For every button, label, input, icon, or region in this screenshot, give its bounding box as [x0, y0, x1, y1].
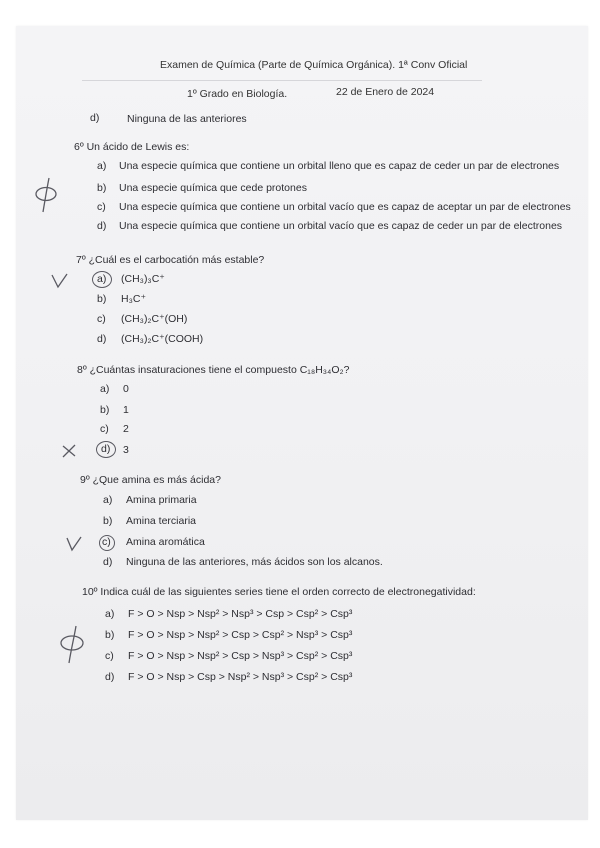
q7-option-b-text: H₃C⁺ [121, 293, 146, 305]
q9-option-a-letter: a) [103, 494, 113, 506]
q6-option-a-letter: a) [97, 160, 107, 172]
q10-option-d-letter: d) [105, 671, 115, 683]
q8-option-b-text: 1 [123, 404, 129, 416]
q7-option-a-letter: a) [97, 273, 107, 285]
q9-option-c-text: Amina aromática [126, 536, 205, 548]
q6-option-a-text: Una especie química que contiene un orbital lleno que es capaz de ceder un par de electrones [119, 160, 560, 172]
q9-option-c-letter: c) [102, 536, 111, 548]
header-divider [82, 80, 482, 81]
q6-option-b-text: Una especie química que cede protones [119, 182, 307, 194]
q9-option-d-letter: d) [103, 556, 113, 568]
q6-phi-mark-icon [32, 176, 62, 214]
course-label: 1º Grado en Biología. [187, 88, 288, 100]
q10-option-b-text: F > O > Nsp > Nsp² > Csp > Csp² > Nsp³ > Csp³ [128, 629, 353, 641]
q8-option-a-letter: a) [100, 383, 110, 395]
q7-check-mark-icon [51, 273, 69, 289]
q8-question: 8º ¿Cuántas insaturaciones tiene el compuesto C₁₈H₃₄O₂? [77, 364, 350, 376]
q6-question: 6º Un ácido de Lewis es: [74, 141, 190, 153]
q6-option-d-letter: d) [97, 220, 107, 232]
q6-option-c-letter: c) [97, 201, 106, 213]
q10-option-c-letter: c) [105, 650, 114, 662]
q9-check-mark-icon [66, 536, 82, 552]
q10-option-c-text: F > O > Nsp > Nsp² > Csp > Nsp³ > Csp² > Csp³ [128, 650, 353, 662]
exam-date: 22 de Enero de 2024 [336, 86, 435, 98]
prev-option-letter: d) [90, 112, 100, 124]
q7-option-c-text: (CH₃)₂C⁺(OH) [121, 313, 188, 325]
q7-option-d-letter: d) [97, 333, 107, 345]
q7-option-a-text: (CH₃)₃C⁺ [121, 273, 165, 285]
q7-option-b-letter: b) [97, 293, 107, 305]
q10-option-b-letter: b) [105, 629, 115, 641]
q10-option-d-text: F > O > Nsp > Csp > Nsp² > Nsp³ > Csp² > Csp³ [128, 671, 353, 683]
q8-option-a-text: 0 [123, 383, 129, 395]
q10-question: 10º Indica cuál de las siguientes series tiene el orden correcto de electronegatividad: [82, 586, 476, 598]
q8-option-c-letter: c) [100, 423, 109, 435]
q10-phi-mark-icon [57, 624, 89, 664]
q9-option-b-text: Amina terciaria [126, 515, 197, 527]
q10-option-a-letter: a) [105, 608, 115, 620]
q8-cross-mark-icon [62, 444, 76, 458]
q6-option-d-text: Una especie química que contiene un orbital vacío que es capaz de ceder un par de electrones [119, 220, 563, 232]
q9-option-a-text: Amina primaria [126, 494, 197, 506]
q7-option-d-text: (CH₃)₂C⁺(COOH) [121, 333, 204, 345]
q7-question: 7º ¿Cuál es el carbocatión más estable? [76, 254, 265, 266]
q8-option-c-text: 2 [123, 423, 129, 435]
q9-option-b-letter: b) [103, 515, 113, 527]
q8-option-d-letter: d) [101, 443, 111, 455]
exam-title: Examen de Química (Parte de Química Orgánica). 1ª Conv Oficial [160, 59, 468, 71]
prev-option-text: Ninguna de las anteriores [127, 113, 247, 125]
q7-option-c-letter: c) [97, 313, 106, 325]
q8-option-b-letter: b) [100, 404, 110, 416]
q9-option-d-text: Ninguna de las anteriores, más ácidos son los alcanos. [126, 556, 383, 568]
q10-option-a-text: F > O > Nsp > Nsp² > Nsp³ > Csp > Csp² > Csp³ [128, 608, 353, 620]
q8-option-d-text: 3 [123, 444, 129, 456]
q9-question: 9º ¿Que amina es más ácida? [80, 474, 221, 486]
q6-option-c-text: Una especie química que contiene un orbital vacío que es capaz de aceptar un par de electrones [119, 201, 571, 213]
q6-option-b-letter: b) [97, 182, 107, 194]
